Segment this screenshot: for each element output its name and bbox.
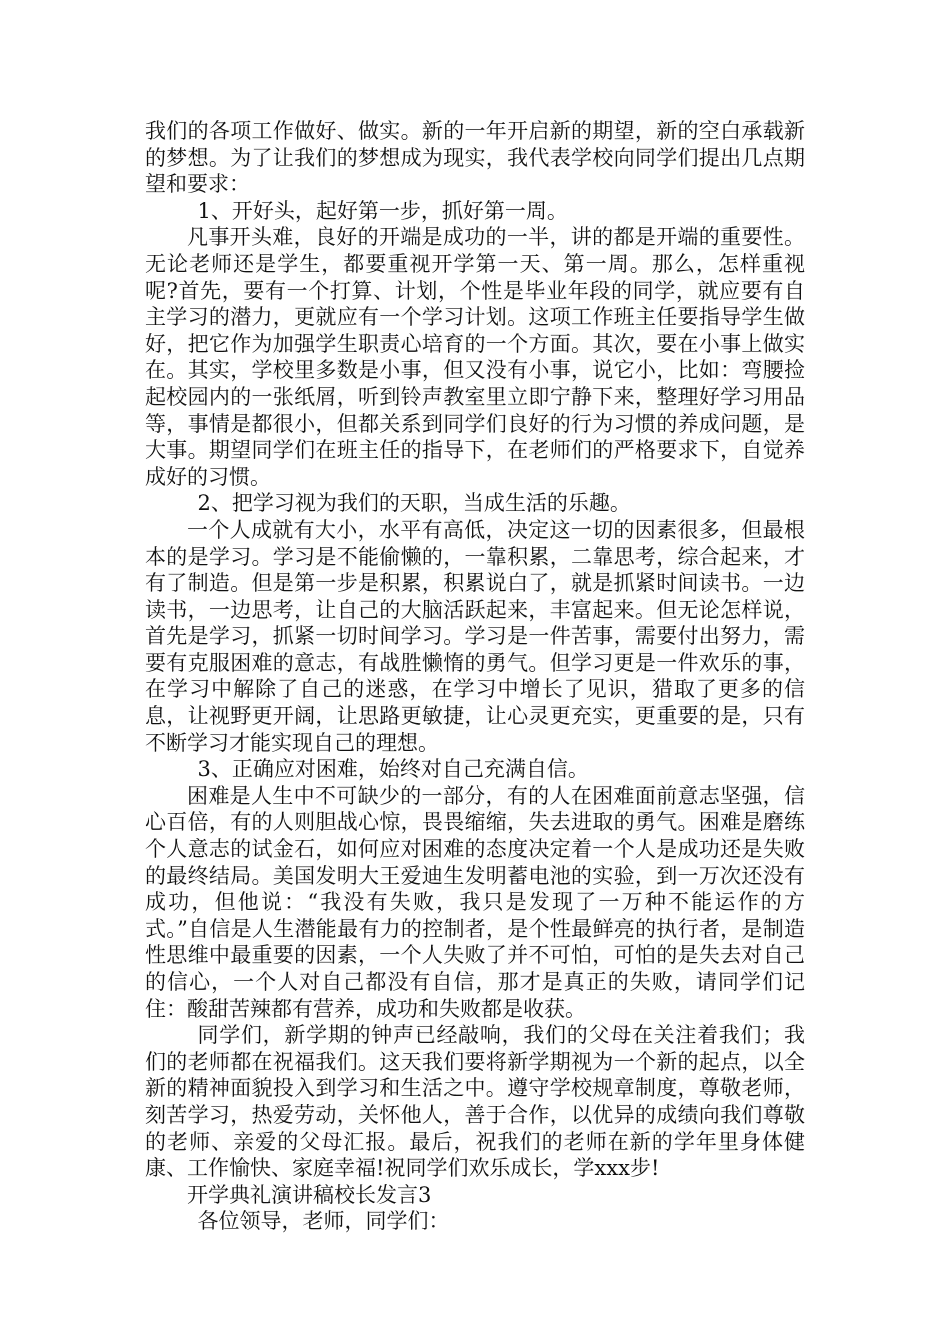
paragraph-section-1: 凡事开头难，良好的开端是成功的一半，讲的都是开端的重要性。无论老师还是学生，都要重视开学第一天、第一周。那么，怎样重视呢?首先，要有一个打算、计划，个性是毕业年段的同学，就应要有自主学习的潜力，更就应有一个学习计划。这项工作班主任要指导学生做好，把它作为加强学生职责心培育的一个方面。其次，要在小事上做实在。其实，学校里多数是小事，但又没有小事，说它小，比如：弯腰捡起校园内的一张纸屑，听到铃声教室里立即宁静下来，整理好学习用品等，事情是都很小，但都关系到同学们良好的行为习惯的养成问题，是大事。期望同学们在班主任的指导下，在老师们的严格要求下，自觉养成好的习惯。 <box>145 225 805 489</box>
section-heading-1: 1、开好头，起好第一步，抓好第一周。 <box>197 198 568 223</box>
section-heading-3: 3、正确应对困难，始终对自己充满自信。 <box>197 757 589 782</box>
paragraph-closing: 同学们，新学期的钟声已经敲响，我们的父母在关注着我们；我们的老师都在祝福我们。这天我们要将新学期视为一个新的起点，以全新的精神面貌投入到学习和生活之中。遵守学校规章制度，尊敬老师，刻苦学习，热爱劳动，关怀他人，善于合作，以优异的成绩向我们尊敬的老师、亲爱的父母汇报。最后，祝我们的老师在新的学年里身体健康、工作愉快、家庭幸福!祝同学们欢乐成长，学xxx步! <box>145 1023 805 1181</box>
document-page <box>145 118 805 1235</box>
paragraph-section-3: 困难是人生中不可缺少的一部分，有的人在困难面前意志坚强，信心百倍，有的人则胆战心惊，畏畏缩缩，失去进取的勇气。困难是磨练个人意志的试金石，如何应对困难的态度决定着一个人是成功还是失败的最终结局。美国发明大王爱迪生发明蓄电池的实验，到一万次还没有成功，但他说：“我没有失败，我只是发现了一万种不能运作的方式。”自信是人生潜能最有力的控制者，是个性最鲜亮的执行者，是制造性思维中最重要的因素，一个人失败了并不可怕，可怕的是失去对自己的信心，一个人对自己都没有自信，那才是真正的失败，请同学们记住：酸甜苦辣都有营养，成功和失败都是收获。 <box>145 783 805 1021</box>
paragraph-intro: 我们的各项工作做好、做实。新的一年开启新的期望，新的空白承载新的梦想。为了让我们的梦想成为现实，我代表学校向同学们提出几点期望和要求： <box>145 119 805 197</box>
section-heading-2: 2、把学习视为我们的天职，当成生活的乐趣。 <box>197 491 631 516</box>
paragraph-section-2: 一个人成就有大小，水平有高低，决定这一切的因素很多，但最根本的是学习。学习是不能偷懒的，一靠积累，二靠思考，综合起来，才有了制造。但是第一步是积累，积累说白了，就是抓紧时间读书。一边读书，一边思考，让自己的大脑活跃起来，丰富起来。但无论怎样说，首先是学习，抓紧一切时间学习。学习是一件苦事，需要付出努力，需要有克服困难的意志，有战胜懒惰的勇气。但学习更是一件欢乐的事，在学习中解除了自己的迷惑，在学习中增长了见识，猎取了更多的信息，让视野更开阔，让思路更敏捷，让心灵更充实，更重要的是，只有不断学习才能实现自己的理想。 <box>145 517 805 755</box>
document-title-3: 开学典礼演讲稿校长发言3 <box>187 1182 432 1207</box>
salutation: 各位领导，老师，同学们： <box>197 1209 450 1234</box>
